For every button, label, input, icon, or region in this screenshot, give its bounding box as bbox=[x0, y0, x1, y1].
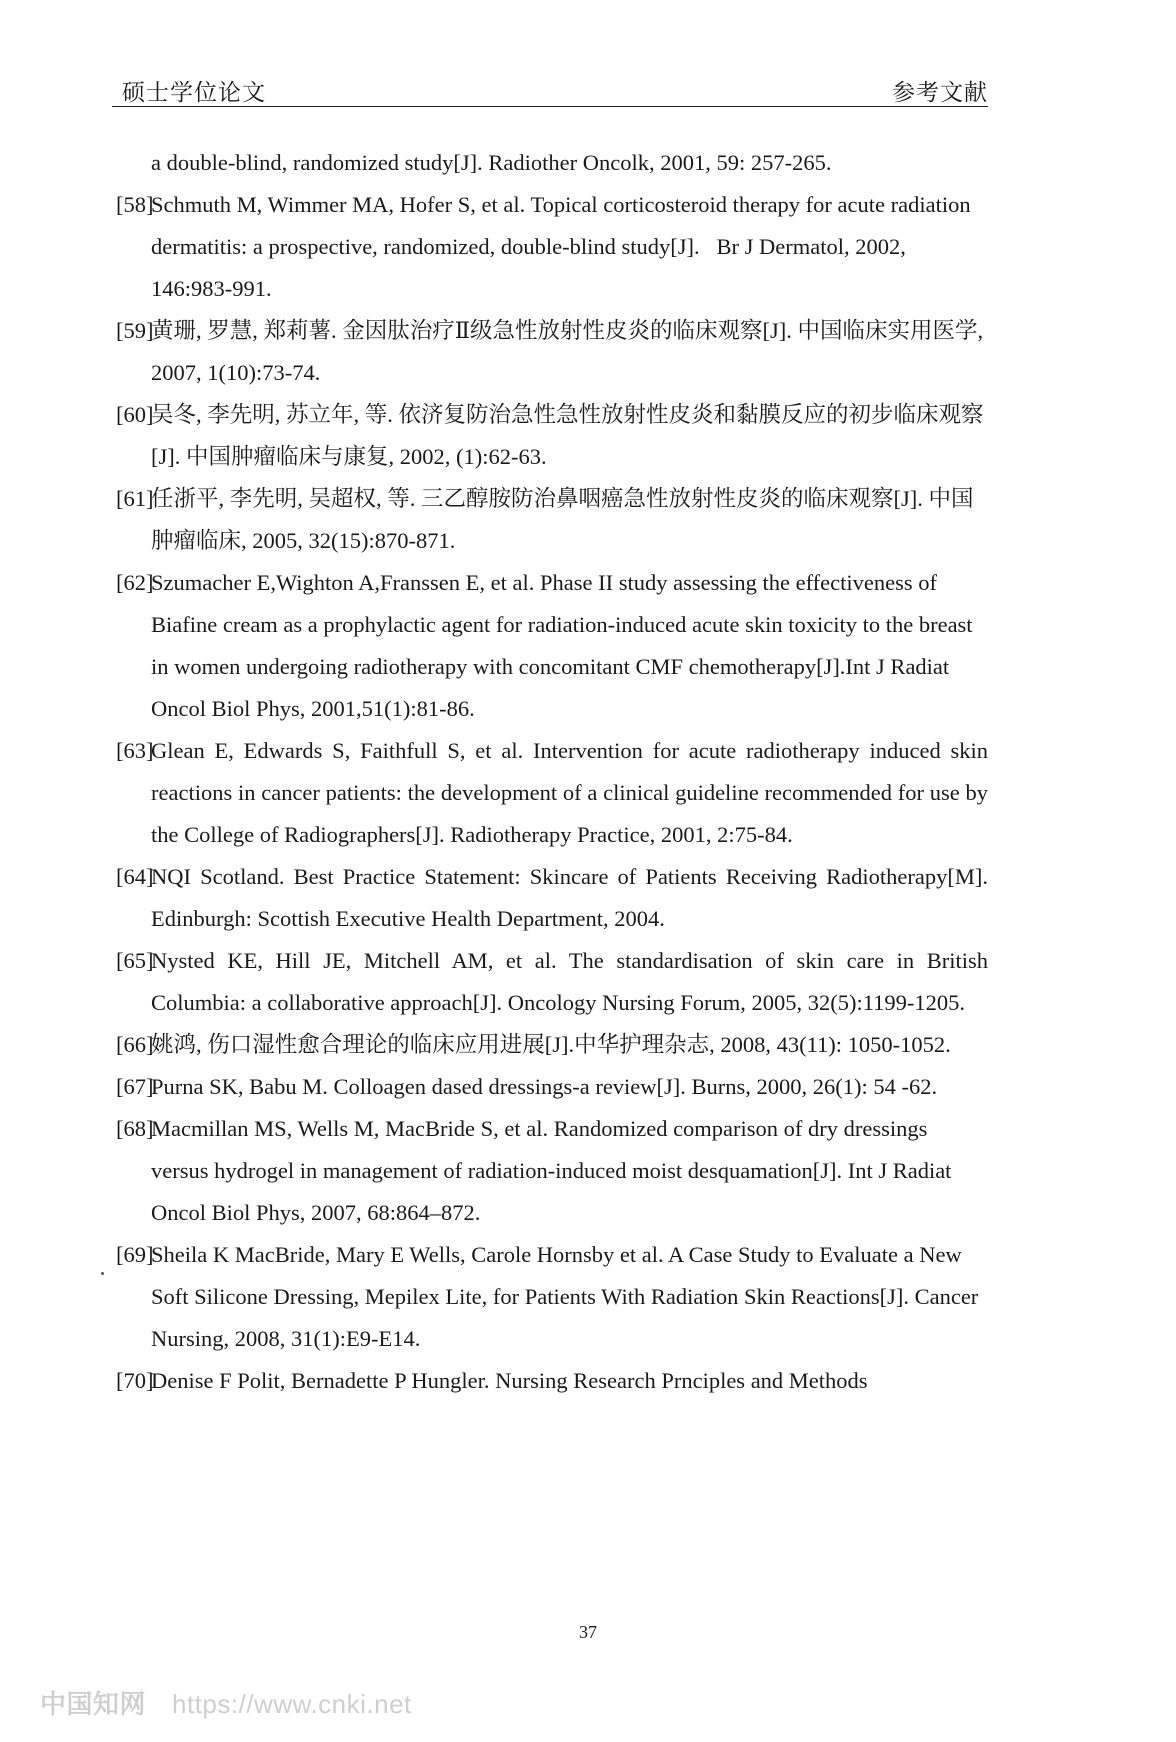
reference-number: [61] bbox=[116, 486, 154, 511]
section-title: 参考文献 bbox=[892, 80, 988, 105]
reference-continuation: a double-blind, randomized study[J]. Radiother Oncolk, 2001, 59: 257-265. bbox=[151, 150, 832, 175]
reference-67 bbox=[116, 1066, 988, 1108]
watermark-brand: 中国知网 bbox=[40, 1689, 147, 1719]
reference-text: 姚鸿, 伤口湿性愈合理论的临床应用进展[J].中华护理杂志, 2008, 43(11): 1050-1052. bbox=[151, 1032, 951, 1057]
reference-text: Macmillan MS, Wells M, MacBride S, et al. Randomized comparison of dry dressings versus hydrogel in management of radiation-induced moist desquamation[J]. Int J Radiat Oncol Biol Phys, 2007, 68:864–872. bbox=[151, 1116, 952, 1225]
reference-number: [65] bbox=[116, 948, 154, 973]
reference-59 bbox=[116, 310, 988, 394]
thesis-type-label: 硕士学位论文 bbox=[122, 80, 266, 105]
scan-artifact-dot bbox=[101, 1272, 104, 1275]
reference-number: [62] bbox=[116, 570, 154, 595]
reference-number: [64] bbox=[116, 864, 154, 889]
reference-number: [67] bbox=[116, 1074, 154, 1099]
reference-text: Sheila K MacBride, Mary E Wells, Carole Hornsby et al. A Case Study to Evaluate a New Soft Silicone Dressing, Mepilex Lite, for Patients With Radiation Skin Reactions[J]. Cancer Nursing, 2008, 31(1):E9-E14. bbox=[151, 1242, 979, 1351]
page-number: 37 bbox=[579, 1622, 597, 1642]
reference-69 bbox=[116, 1234, 988, 1360]
reference-64 bbox=[116, 856, 988, 940]
reference-number: [59] bbox=[116, 318, 154, 343]
reference-number: [58] bbox=[116, 192, 154, 217]
reference-text: Schmuth M, Wimmer MA, Hofer S, et al. Topical corticosteroid therapy for acute radiation dermatitis: a prospective, randomized, double-blind study[J]. Br J Dermatol, 2002, 146:983-991. bbox=[151, 192, 971, 301]
reference-number: [60] bbox=[116, 402, 154, 427]
reference-66 bbox=[116, 1024, 988, 1066]
reference-number: [70] bbox=[116, 1368, 154, 1393]
reference-text: Szumacher E,Wighton A,Franssen E, et al. Phase II study assessing the effectiveness of Biafine cream as a prophylactic agent for radiation-induced acute skin toxicity to the breast in women undergoing radiotherapy with concomitant CMF chemotherapy[J].Int J Radiat Oncol Biol Phys, 2001,51(1):81-86. bbox=[151, 570, 973, 721]
reference-61 bbox=[116, 478, 988, 562]
reference-70 bbox=[116, 1360, 988, 1402]
reference-text: 任浙平, 李先明, 吴超权, 等. 三乙醇胺防治鼻咽癌急性放射性皮炎的临床观察[J]. 中国肿瘤临床, 2005, 32(15):870-871. bbox=[151, 486, 974, 553]
reference-65 bbox=[116, 940, 988, 1024]
reference-text: NQI Scotland. Best Practice Statement: Skincare of Patients Receiving Radiotherapy[M]. Edinburgh: Scottish Executive Health Department, 2004. bbox=[151, 864, 988, 931]
reference-63 bbox=[116, 730, 988, 856]
page-header bbox=[112, 72, 988, 107]
reference-number: [68] bbox=[116, 1116, 154, 1141]
reference-number: [63] bbox=[116, 738, 154, 763]
reference-68 bbox=[116, 1108, 988, 1234]
reference-60 bbox=[116, 394, 988, 478]
reference-text: Denise F Polit, Bernadette P Hungler. Nursing Research Prnciples and Methods bbox=[151, 1368, 868, 1393]
reference-text: 吴冬, 李先明, 苏立年, 等. 依济复防治急性急性放射性皮炎和黏膜反应的初步临床观察[J]. 中国肿瘤临床与康复, 2002, (1):62-63. bbox=[151, 402, 984, 469]
reference-text: Purna SK, Babu M. Colloagen dased dressings-a review[J]. Burns, 2000, 26(1): 54 -62. bbox=[151, 1074, 938, 1099]
watermark-url: https://www.cnki.net bbox=[172, 1689, 412, 1719]
reference-62 bbox=[116, 562, 988, 730]
reference-text: 黄珊, 罗慧, 郑莉薯. 金因肽治疗Ⅱ级急性放射性皮炎的临床观察[J]. 中国临床实用医学, 2007, 1(10):73-74. bbox=[151, 318, 984, 385]
reference-number: [69] bbox=[116, 1242, 154, 1267]
reference-text: Nysted KE, Hill JE, Mitchell AM, et al. The standardisation of skin care in British Columbia: a collaborative approach[J]. Oncology Nursing Forum, 2005, 32(5):1199-1205. bbox=[151, 948, 988, 1015]
reference-number: [66] bbox=[116, 1032, 154, 1057]
reference-text: Glean E, Edwards S, Faithfull S, et al. Intervention for acute radiotherapy induced skin reactions in cancer patients: the development of a clinical guideline recommended for use by the College of Radiographers[J]. Radiotherapy Practice, 2001, 2:75-84. bbox=[151, 738, 988, 847]
reference-list bbox=[116, 142, 988, 1402]
reference-58 bbox=[116, 184, 988, 310]
cnki-watermark bbox=[40, 1684, 412, 1721]
